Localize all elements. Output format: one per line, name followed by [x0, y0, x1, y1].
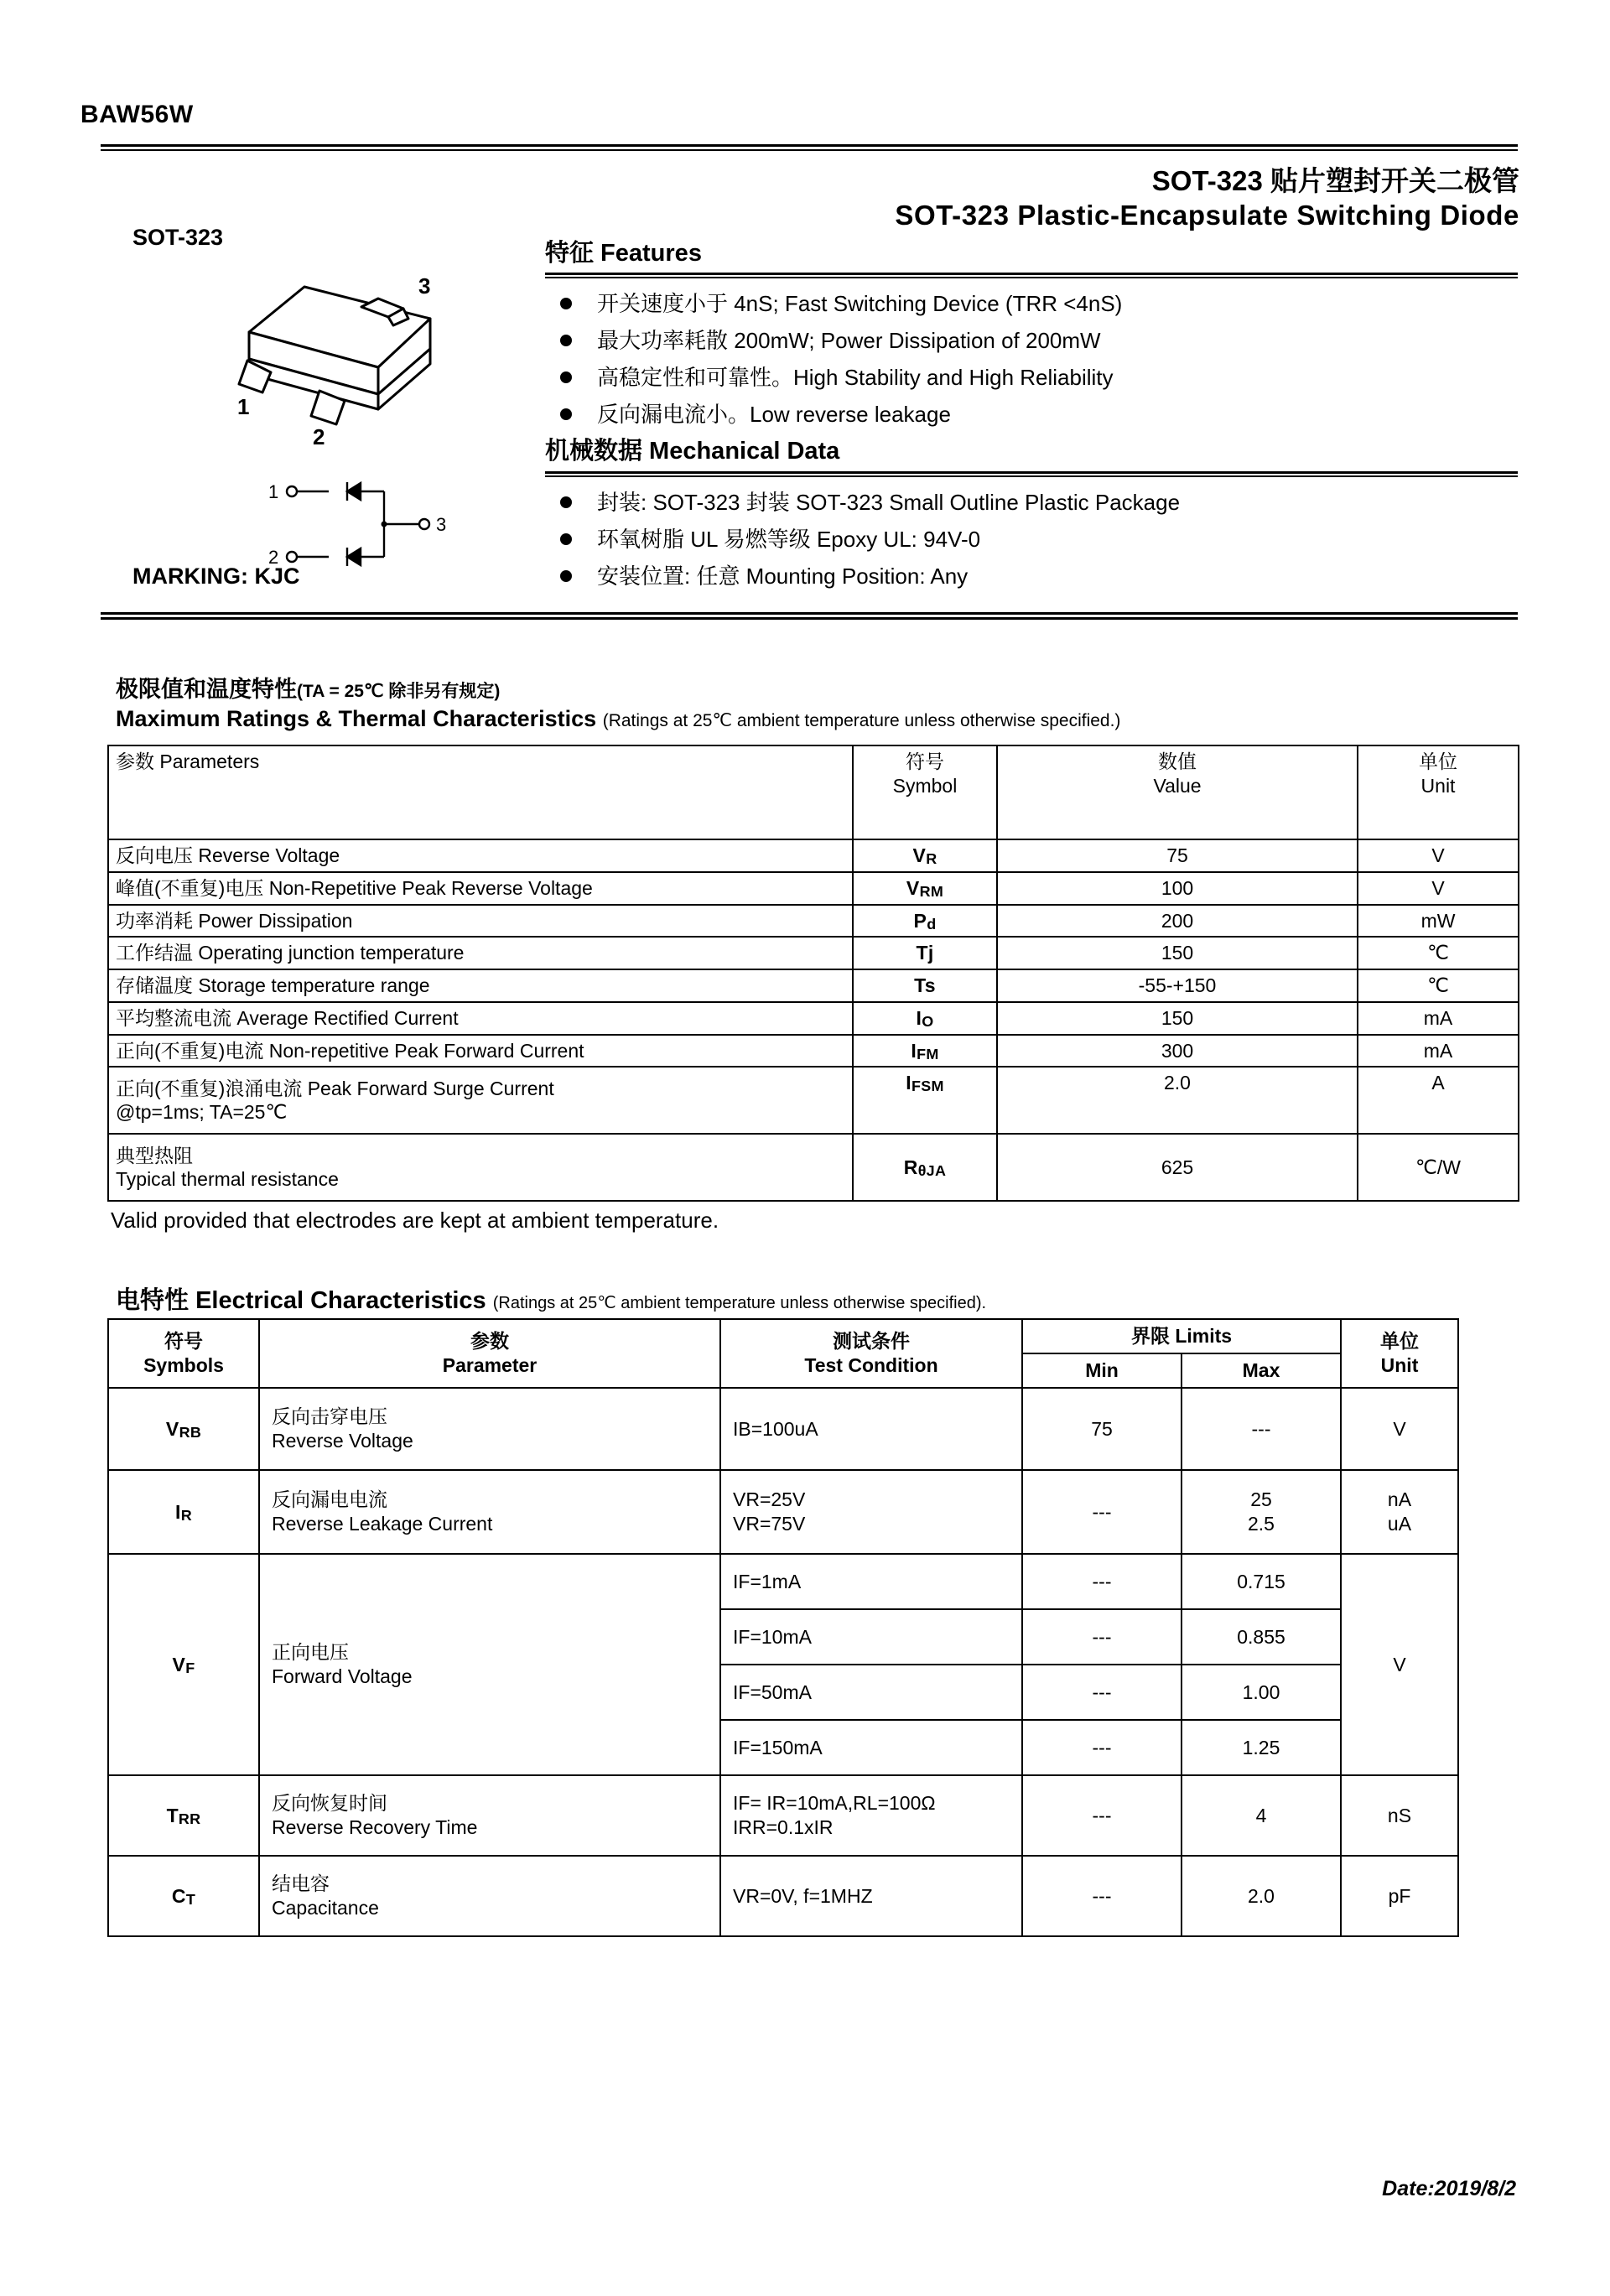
- value-cell: 100: [997, 872, 1358, 905]
- unit-cell: V: [1341, 1388, 1458, 1470]
- condition-line-2: IRR=0.1xIR: [733, 1816, 834, 1838]
- bullet-icon: [560, 408, 572, 420]
- parameter-cell: 峰值(不重复)电压 Non-Repetitive Peak Reverse Voltage: [108, 872, 853, 905]
- column-header-max: Max: [1182, 1353, 1341, 1388]
- document-title-en: SOT-323 Plastic-Encapsulate Switching Diode: [895, 200, 1519, 231]
- parameter-en: Reverse Voltage: [272, 1430, 413, 1452]
- unit-cell: nS: [1341, 1775, 1458, 1856]
- features-heading: 特征 Features: [545, 240, 702, 267]
- parameter-cell: [259, 1554, 720, 1775]
- column-header-symbols-cn: 符号: [164, 1330, 203, 1353]
- max-cell: 1.00: [1182, 1665, 1341, 1720]
- unit-cell: pF: [1341, 1856, 1458, 1936]
- bullet-icon: [560, 533, 572, 545]
- schematic-pin-1-label: 1: [268, 481, 279, 502]
- parameter-cn: 反向漏电电流: [272, 1488, 387, 1511]
- table-row: [108, 839, 1519, 872]
- symbol-cell: VF: [108, 1554, 259, 1775]
- electrical-title-en: Electrical Characteristics: [195, 1287, 486, 1314]
- symbol-cell: IO: [853, 1002, 997, 1035]
- package-pin-3-label: 3: [418, 273, 431, 299]
- unit-cell: ℃/W: [1358, 1134, 1519, 1201]
- mechanical-heading: 机械数据 Mechanical Data: [545, 438, 840, 465]
- parameter-line-1: 正向(不重复)浪涌电流 Peak Forward Surge Current: [116, 1077, 554, 1099]
- min-cell: ---: [1022, 1665, 1182, 1720]
- unit-cell: mA: [1358, 1002, 1519, 1035]
- parameter-cn: 结电容: [272, 1873, 330, 1895]
- list-item: [545, 484, 1518, 521]
- unit-cell: [1341, 1470, 1458, 1554]
- column-header-limits: 界限 Limits: [1022, 1319, 1341, 1353]
- min-cell: ---: [1022, 1470, 1182, 1554]
- list-item: [545, 322, 1518, 359]
- parameter-en: Reverse Leakage Current: [272, 1513, 493, 1535]
- parameter-line-1: 典型热阻: [116, 1144, 193, 1166]
- value-cell: 150: [997, 937, 1358, 969]
- symbol-cell: TRR: [108, 1775, 259, 1856]
- table-row: [108, 1035, 1519, 1067]
- mechanical-text: 安装位置: 任意 Mounting Position: Any: [597, 563, 969, 589]
- max-ratings-footnote: Valid provided that electrodes are kept at ambient temperature.: [111, 1208, 719, 1233]
- condition-cell: IF=50mA: [720, 1665, 1022, 1720]
- parameter-cell: 功率消耗 Power Dissipation: [108, 905, 853, 938]
- package-pin-1-label: 1: [237, 394, 250, 419]
- max-line-1: 25: [1250, 1488, 1272, 1511]
- table-row: [108, 1388, 1458, 1470]
- parameter-cell: 正向(不重复)电流 Non-repetitive Peak Forward Current: [108, 1035, 853, 1067]
- features-divider: [545, 273, 1518, 278]
- parameter-cell: [259, 1856, 720, 1936]
- parameter-en: Forward Voltage: [272, 1665, 413, 1687]
- table-header-row: [108, 1319, 1458, 1353]
- part-number: BAW56W: [80, 101, 194, 128]
- marking-label: MARKING: KJC: [132, 564, 300, 589]
- package-pin-2-label: 2: [313, 424, 325, 449]
- column-header-value: [997, 745, 1358, 839]
- symbol-cell: VRM: [853, 872, 997, 905]
- list-item: [545, 396, 1518, 433]
- mechanical-divider: [545, 471, 1518, 477]
- header-divider: [101, 144, 1518, 151]
- value-cell: 300: [997, 1035, 1358, 1067]
- condition-line-1: IF= IR=10mA,RL=100Ω: [733, 1792, 936, 1815]
- bullet-icon: [560, 496, 572, 508]
- min-cell: ---: [1022, 1609, 1182, 1665]
- min-cell: ---: [1022, 1775, 1182, 1856]
- max-ratings-table: [107, 745, 1519, 1202]
- document-title-cn: SOT-323 贴片塑封开关二极管: [1151, 165, 1519, 196]
- condition-line-2: VR=75V: [733, 1513, 806, 1535]
- max-ratings-title-en: [116, 706, 1120, 732]
- symbol-cell: Pd: [853, 905, 997, 938]
- max-ratings-title-cn-text: 极限值和温度特性: [116, 677, 297, 702]
- column-header-unit: [1341, 1319, 1458, 1388]
- column-header-symbol-cn: 符号: [906, 751, 944, 772]
- column-header-condition-en: Test Condition: [804, 1354, 938, 1376]
- column-header-symbol-en: Symbol: [892, 774, 958, 797]
- bullet-icon: [560, 371, 572, 383]
- column-header-value-cn: 数值: [1158, 751, 1197, 772]
- table-row: [108, 1775, 1458, 1856]
- column-header-symbols: [108, 1319, 259, 1388]
- column-header-unit: [1358, 745, 1519, 839]
- max-line-2: 2.5: [1248, 1513, 1275, 1535]
- unit-line-1: nA: [1387, 1488, 1412, 1511]
- mechanical-list: [545, 484, 1518, 595]
- parameter-cell: [108, 1067, 853, 1134]
- electrical-title-cn: 电特性: [116, 1287, 190, 1314]
- section-divider: [101, 612, 1518, 620]
- column-header-condition: [720, 1319, 1022, 1388]
- condition-cell: VR=0V, f=1MHZ: [720, 1856, 1022, 1936]
- table-row: [108, 872, 1519, 905]
- symbol-cell: Tj: [853, 937, 997, 969]
- bullet-icon: [560, 335, 572, 346]
- list-item: [545, 521, 1518, 558]
- column-header-unit-en: Unit: [1380, 1354, 1419, 1376]
- condition-line-1: VR=25V: [733, 1488, 806, 1511]
- parameter-line-2: Typical thermal resistance: [116, 1168, 339, 1191]
- footer-date: Date:2019/8/2: [1382, 2177, 1516, 2200]
- parameter-en: Capacitance: [272, 1897, 379, 1919]
- symbol-cell: RθJA: [853, 1134, 997, 1201]
- column-header-symbol: [853, 745, 997, 839]
- column-header-condition-cn: 测试条件: [833, 1330, 910, 1353]
- parameter-cell: [259, 1775, 720, 1856]
- symbol-cell: IFM: [853, 1035, 997, 1067]
- parameter-cn: 反向击穿电压: [272, 1405, 387, 1428]
- parameter-en: Reverse Recovery Time: [272, 1816, 478, 1838]
- unit-cell: mW: [1358, 905, 1519, 938]
- column-header-unit-cn: 单位: [1380, 1330, 1419, 1353]
- mechanical-text: 封装: SOT-323 封装 SOT-323 Small Outline Plastic Package: [597, 489, 1181, 515]
- table-row: [108, 937, 1519, 969]
- symbol-cell: VRB: [108, 1388, 259, 1470]
- table-row: [108, 1067, 1519, 1134]
- parameter-cell: 存储温度 Storage temperature range: [108, 969, 853, 1002]
- table-row: [108, 969, 1519, 1002]
- bullet-icon: [560, 570, 572, 582]
- features-list: [545, 285, 1518, 433]
- unit-cell: mA: [1358, 1035, 1519, 1067]
- max-ratings-title-en-text: Maximum Ratings & Thermal Characteristics: [116, 706, 597, 731]
- parameter-cell: 工作结温 Operating junction temperature: [108, 937, 853, 969]
- column-header-unit-en: Unit: [1420, 774, 1456, 797]
- min-cell: ---: [1022, 1720, 1182, 1775]
- condition-cell: IF=10mA: [720, 1609, 1022, 1665]
- parameter-cell: [108, 1134, 853, 1201]
- column-header-value-en: Value: [1153, 774, 1202, 797]
- features-panel: [545, 240, 1518, 595]
- condition-cell: IF=150mA: [720, 1720, 1022, 1775]
- column-header-parameters: 参数 Parameters: [108, 745, 853, 839]
- table-row: [108, 1470, 1458, 1554]
- package-label: SOT-323: [132, 225, 224, 250]
- column-header-unit-cn: 单位: [1419, 751, 1457, 772]
- electrical-title: [116, 1281, 986, 1316]
- feature-text: 开关速度小于 4nS; Fast Switching Device (TRR <4nS): [597, 291, 1123, 317]
- max-ratings-title-cn: [116, 671, 500, 704]
- electrical-characteristics-table: [107, 1318, 1459, 1937]
- schematic-pin-3-label: 3: [436, 514, 447, 535]
- max-cell: 0.855: [1182, 1609, 1341, 1665]
- parameter-cell: [259, 1388, 720, 1470]
- mechanical-text: 环氧树脂 UL 易燃等级 Epoxy UL: 94V-0: [597, 526, 981, 552]
- column-header-min: Min: [1022, 1353, 1182, 1388]
- symbol-cell: Ts: [853, 969, 997, 1002]
- max-ratings-title-cn-note: (TA = 25℃ 除非另有规定): [297, 682, 501, 701]
- condition-cell: IB=100uA: [720, 1388, 1022, 1470]
- condition-cell: [720, 1775, 1022, 1856]
- table-row: [108, 1002, 1519, 1035]
- parameter-cell: 平均整流电流 Average Rectified Current: [108, 1002, 853, 1035]
- table-row: [108, 1856, 1458, 1936]
- value-cell: 200: [997, 905, 1358, 938]
- electrical-title-note: (Ratings at 25℃ ambient temperature unless otherwise specified).: [492, 1294, 987, 1312]
- feature-text: 反向漏电流小。Low reverse leakage: [597, 402, 951, 428]
- unit-cell: ℃: [1358, 969, 1519, 1002]
- symbol-cell: VR: [853, 839, 997, 872]
- min-cell: ---: [1022, 1856, 1182, 1936]
- list-item: [545, 285, 1518, 322]
- value-cell: 150: [997, 1002, 1358, 1035]
- value-cell: 75: [997, 839, 1358, 872]
- max-cell: 0.715: [1182, 1554, 1341, 1609]
- feature-text: 最大功率耗散 200mW; Power Dissipation of 200mW: [597, 328, 1101, 354]
- column-header-parameter-en: Parameter: [442, 1354, 538, 1376]
- list-item: [545, 558, 1518, 595]
- table-row: [108, 1134, 1519, 1201]
- schematic-diagram: [260, 478, 453, 570]
- parameter-cell: 反向电压 Reverse Voltage: [108, 839, 853, 872]
- value-cell: -55-+150: [997, 969, 1358, 1002]
- symbol-cell: IR: [108, 1470, 259, 1554]
- max-cell: 4: [1182, 1775, 1341, 1856]
- value-cell: 625: [997, 1134, 1358, 1201]
- min-cell: 75: [1022, 1388, 1182, 1470]
- unit-cell: V: [1341, 1554, 1458, 1775]
- condition-cell: IF=1mA: [720, 1554, 1022, 1609]
- max-cell: ---: [1182, 1388, 1341, 1470]
- unit-cell: V: [1358, 839, 1519, 872]
- max-cell: [1182, 1470, 1341, 1554]
- bullet-icon: [560, 298, 572, 309]
- symbol-cell: IFSM: [853, 1067, 997, 1134]
- column-header-parameter: [259, 1319, 720, 1388]
- value-cell: 2.0: [997, 1067, 1358, 1134]
- symbol-cell: CT: [108, 1856, 259, 1936]
- table-row: [108, 905, 1519, 938]
- unit-line-2: uA: [1387, 1513, 1412, 1535]
- max-cell: 1.25: [1182, 1720, 1341, 1775]
- max-cell: 2.0: [1182, 1856, 1341, 1936]
- unit-cell: V: [1358, 872, 1519, 905]
- table-header-row: [108, 745, 1519, 839]
- list-item: [545, 359, 1518, 396]
- unit-cell: ℃: [1358, 937, 1519, 969]
- package-3d-drawing: [214, 267, 482, 451]
- column-header-symbols-en: Symbols: [143, 1354, 224, 1376]
- parameter-cn: 反向恢复时间: [272, 1792, 387, 1815]
- min-cell: ---: [1022, 1554, 1182, 1609]
- schematic-pin-2-label: 2: [268, 547, 279, 568]
- table-row: [108, 1554, 1458, 1609]
- parameter-cell: [259, 1470, 720, 1554]
- feature-text: 高稳定性和可靠性。High Stability and High Reliability: [597, 365, 1114, 391]
- parameter-cn: 正向电压: [272, 1641, 349, 1664]
- column-header-parameter-cn: 参数: [470, 1330, 509, 1353]
- max-ratings-title-en-note: (Ratings at 25℃ ambient temperature unless otherwise specified.): [602, 711, 1121, 730]
- condition-cell: [720, 1470, 1022, 1554]
- unit-cell: A: [1358, 1067, 1519, 1134]
- parameter-line-2: @tp=1ms; TA=25℃: [116, 1101, 288, 1124]
